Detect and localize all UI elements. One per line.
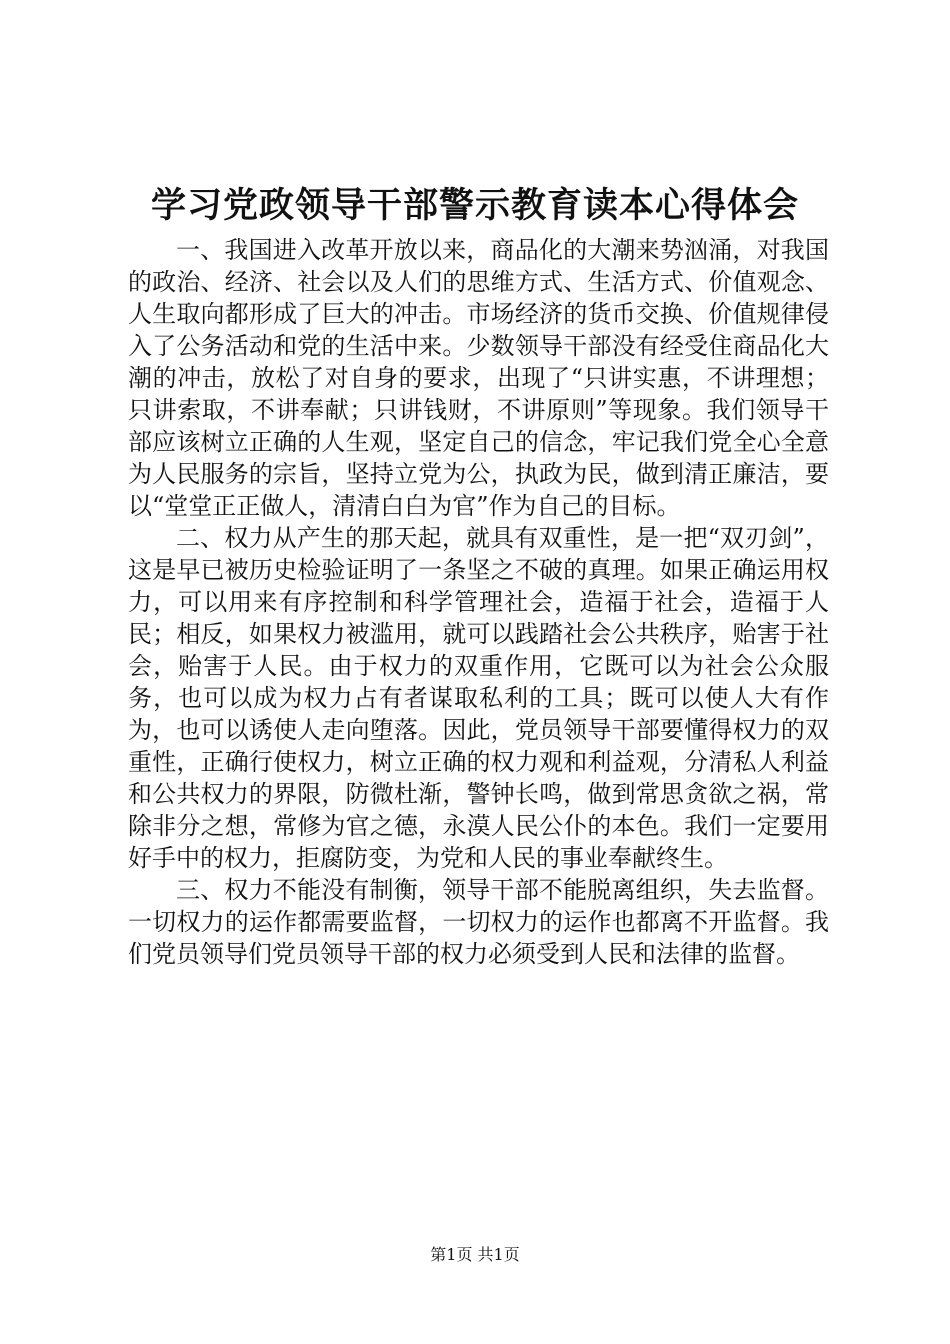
paragraph-3: 三、权力不能没有制衡，领导干部不能脱离组织，失去监督。一切权力的运作都需要监督，一切权力的运作也都离不开监督。我们党员领导们党员领导干部的权力必须受到人民和法律的监督。 [128,876,829,968]
document-body [128,234,829,970]
document-title: 学习党政领导干部警示教育读本心得体会 [150,185,799,226]
paragraph-2: 二、权力从产生的那天起，就具有双重性，是一把“双刃剑”，这是早已被历史检验证明了一条坚之不破的真理。如果正确运用权力，可以用来有序控制和科学管理社会，造福于社会，造福于人民；相反，如果权力被滥用，就可以践踏社会公共秩序，贻害于社会，贻害于人民。由于权力的双重作用，它既可以为社会公众服务，也可以成为权力占有者谋取私利的工具；既可以使人大有作为，也可以诱使人走向堕落。因此，党员领导干部要懂得权力的双重性，正确行使权力，树立正确的权力观和利益观，分清私人利益和公共权力的界限，防微杜渐，警钟长鸣，做到常思贪欲之祸，常除非分之想，常修为官之德，永漠人民公仆的本色。我们一定要用好手中的权力，拒腐防变，为党和人民的事业奉献终生。 [128,524,829,872]
paragraph-1: 一、我国进入改革开放以来，商品化的大潮来势汹涌，对我国的政治、经济、社会以及人们的思维方式、生活方式、价值观念、人生取向都形成了巨大的冲击。市场经济的货币交换、价值规律侵入了公务活动和党的生活中来。少数领导干部没有经受住商品化大潮的冲击，放松了对自身的要求，出现了“只讲实惠，不讲理想；只讲索取，不讲奉献；只讲钱财，不讲原则”等现象。我们领导干部应该树立正确的人生观，坚定自己的信念，牢记我们党全心全意为人民服务的宗旨，坚持立党为公，执政为民，做到清正廉洁，要以“堂堂正正做人，清清白白为官”作为自己的目标。 [128,236,829,520]
page-number-footer: 第1页 共1页 [430,1245,520,1264]
